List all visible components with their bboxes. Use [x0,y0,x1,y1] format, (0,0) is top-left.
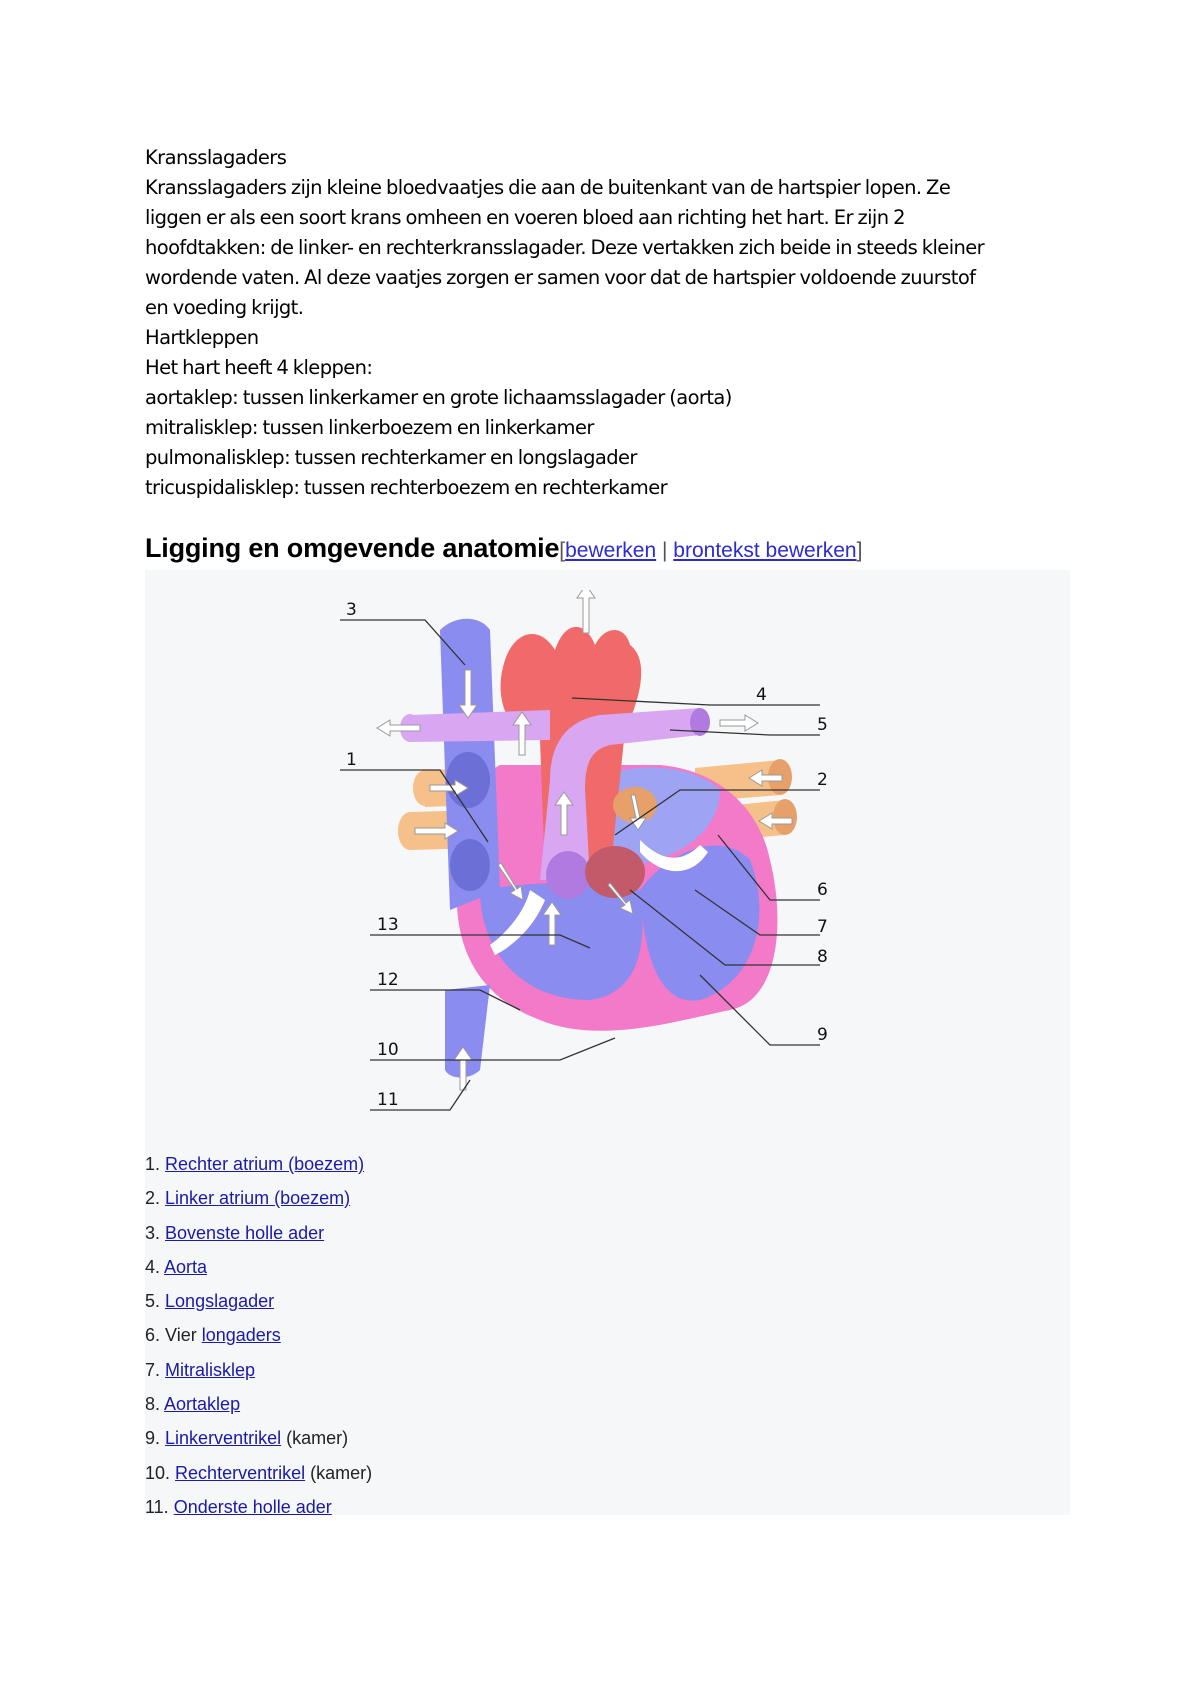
diagram-label-7: 7 [817,917,828,937]
legend-number: 9. [145,1428,161,1449]
legend-item [145,1456,1045,1490]
hartkleppen-intro: Het hart heeft 4 kleppen: [145,356,373,379]
diagram-label-13: 13 [377,915,399,935]
legend-suffix: (kamer) [286,1428,349,1449]
legend-link[interactable]: Rechterventrikel [175,1462,306,1483]
legend-number: 10. [145,1462,171,1483]
section-title: Ligging en omgevende anatomie [145,533,560,563]
legend-item [145,1284,1045,1318]
diagram-label-3: 3 [346,600,357,620]
bracket-close: ] [856,539,863,562]
bracket-open: [ [559,539,566,562]
legend-number: 2. [145,1188,161,1209]
diagram-label-6: 6 [817,880,828,900]
legend-list [145,1147,1045,1524]
legend-item [145,1216,1045,1250]
legend-link[interactable]: Aortaklep [164,1394,241,1415]
legend-link[interactable]: Bovenste holle ader [165,1222,325,1243]
legend-number: 1. [145,1154,161,1174]
diagram-label-5: 5 [817,715,828,735]
heart-diagram [340,590,870,1120]
legend-number: 3. [145,1222,161,1243]
valve-line: mitralisklep: tussen linkerboezem en linkerkamer [145,416,594,439]
diagram-label-1: 1 [346,750,357,770]
document-body [145,143,1065,503]
edit-separator: | [656,539,674,562]
edit-links [559,539,862,562]
legend-number: 5. [145,1291,161,1312]
legend-number: 8. [145,1394,161,1415]
diagram-label-4: 4 [756,685,767,705]
legend-item [145,1387,1045,1421]
paragraph-line: en voeding krijgt. [145,296,304,319]
legend-link[interactable]: Longslagader [165,1291,275,1312]
legend-number: 6. [145,1325,161,1346]
legend-number: 7. [145,1359,161,1380]
legend-prefix: Vier [165,1325,197,1346]
legend-link[interactable]: Linkerventrikel [165,1428,282,1449]
valve-line: tricuspidalisklep: tussen rechterboezem en rechterkamer [145,476,668,499]
section-heading [145,533,1085,564]
legend-item [145,1181,1045,1215]
legend-item [145,1421,1045,1455]
hartkleppen-heading: Hartkleppen [145,326,259,349]
legend-link[interactable]: Onderste holle ader [173,1496,332,1517]
kransslagaders-heading: Kransslagaders [145,146,287,169]
legend-link[interactable]: Mitralisklep [165,1359,256,1380]
paragraph-line: hoofdtakken: de linker- en rechterkransslagader. Deze vertakken zich beide in steeds kleiner [145,236,985,259]
diagram-label-8: 8 [817,947,828,967]
legend-suffix: (kamer) [310,1462,373,1483]
diagram-label-12: 12 [377,970,399,990]
legend-link[interactable]: Rechter atrium (boezem) [165,1154,365,1174]
legend-link[interactable]: Linker atrium (boezem) [165,1188,351,1209]
diagram-label-11: 11 [377,1090,399,1110]
diagram-label-10: 10 [377,1040,399,1060]
legend-link[interactable]: longaders [201,1325,281,1346]
legend-item [145,1250,1045,1284]
legend-item [145,1490,1045,1524]
legend-number: 4. [145,1256,161,1277]
legend-item [145,1318,1045,1352]
paragraph-line: liggen er als een soort krans omheen en voeren bloed aan richting het hart. Er zijn 2 [145,206,905,229]
inferior-vena-cava [445,985,490,1078]
paragraph-line: wordende vaten. Al deze vaatjes zorgen er samen voor dat de hartspier voldoende zuurstof [145,266,976,289]
legend-number: 11. [145,1496,169,1517]
diagram-label-9: 9 [817,1025,828,1045]
diagram-label-2: 2 [817,770,828,790]
valve-line: aortaklep: tussen linkerkamer en grote lichaamsslagader (aorta) [145,386,732,409]
source-edit-link[interactable]: brontekst bewerken [673,539,857,562]
paragraph-line: Kransslagaders zijn kleine bloedvaatjes die aan de buitenkant van de hartspier lopen. Ze [145,176,951,199]
edit-link[interactable]: bewerken [565,539,657,562]
valve-line: pulmonalisklep: tussen rechterkamer en longslagader [145,446,637,469]
legend-item [145,1353,1045,1387]
legend-item [145,1147,1045,1181]
legend-link[interactable]: Aorta [164,1256,208,1277]
